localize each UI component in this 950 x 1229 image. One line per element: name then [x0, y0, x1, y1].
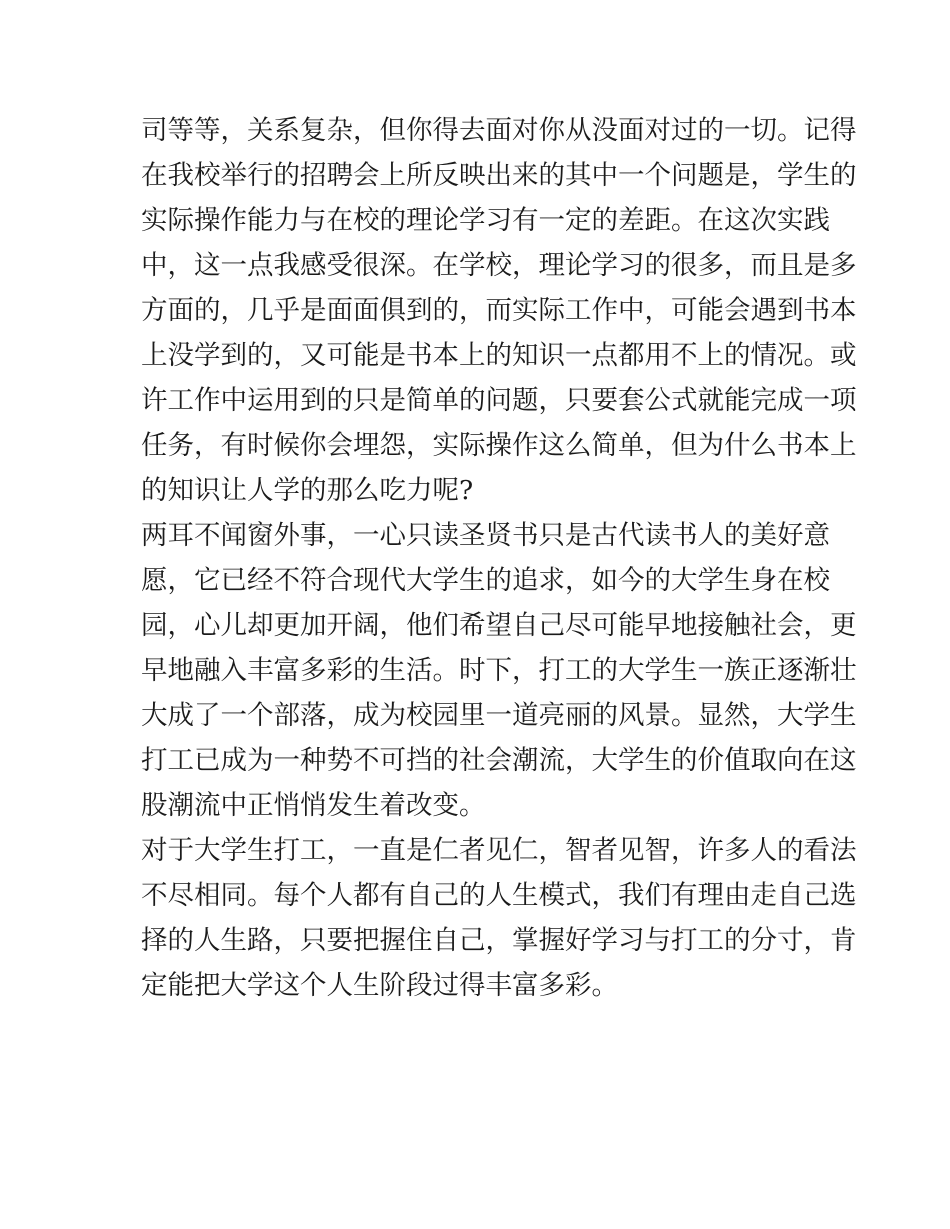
- paragraph-1: [141, 108, 857, 513]
- text-line: 上没学到的，又可能是书本上的知识一点都用不上的情况。或: [141, 340, 857, 371]
- text-line: 大成了一个部落，成为校园里一道亮丽的风景。显然，大学生: [141, 700, 857, 731]
- text-line: 早地融入丰富多彩的生活。时下，打工的大学生一族正逐渐壮: [141, 655, 857, 686]
- text-line: 两耳不闻窗外事，一心只读圣贤书只是古代读书人的美好意: [141, 520, 830, 551]
- text-line: 任务，有时候你会埋怨，实际操作这么简单，但为什么书本上: [141, 430, 857, 461]
- text-line: 择的人生路，只要把握住自己，掌握好学习与打工的分寸，肯: [141, 925, 857, 956]
- text-line: 许工作中运用到的只是简单的问题，只要套公式就能完成一项: [141, 385, 857, 416]
- text-line: 打工已成为一种势不可挡的社会潮流，大学生的价值取向在这: [141, 745, 857, 776]
- text-line: 不尽相同。每个人都有自己的人生模式，我们有理由走自己选: [141, 880, 857, 911]
- text-line: 愿，它已经不符合现代大学生的追求，如今的大学生身在校: [141, 565, 830, 596]
- document-body: [141, 108, 857, 1008]
- text-line: 股潮流中正悄悄发生着改变。: [141, 790, 486, 821]
- text-line: 实际操作能力与在校的理论学习有一定的差距。在这次实践: [141, 205, 830, 236]
- paragraph-2: [141, 513, 857, 828]
- text-line: 的知识让人学的那么吃力呢?: [141, 475, 474, 506]
- text-line: 对于大学生打工，一直是仁者见仁，智者见智，许多人的看法: [141, 835, 857, 866]
- text-line: 方面的，几乎是面面俱到的，而实际工作中，可能会遇到书本: [141, 295, 857, 326]
- paragraph-3: [141, 828, 857, 1008]
- text-line: 园，心儿却更加开阔，他们希望自己尽可能早地接触社会，更: [141, 610, 857, 641]
- text-line: 司等等，关系复杂，但你得去面对你从没面对过的一切。记得: [141, 115, 857, 146]
- text-line: 中，这一点我感受很深。在学校，理论学习的很多，而且是多: [141, 250, 857, 281]
- text-line: 在我校举行的招聘会上所反映出来的其中一个问题是，学生的: [141, 160, 857, 191]
- text-line: 定能把大学这个人生阶段过得丰富多彩。: [141, 970, 618, 1001]
